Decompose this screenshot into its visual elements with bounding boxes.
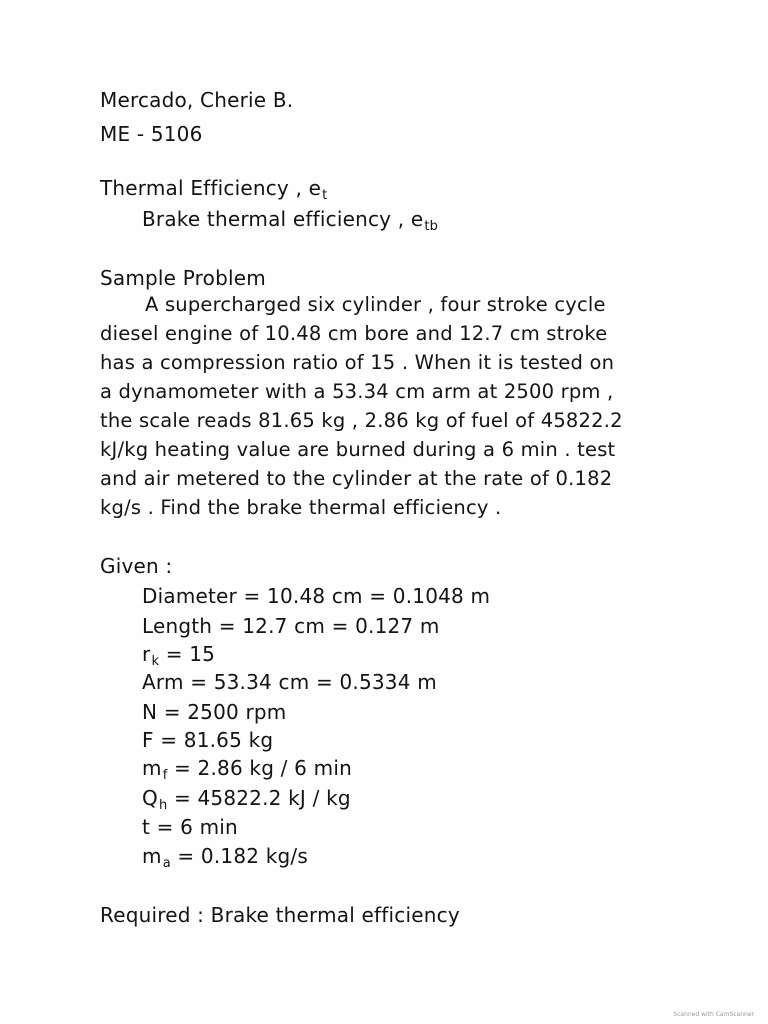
mf-symbol: m [142,756,162,780]
given-arm: Arm = 53.34 cm = 0.5334 m [142,670,437,694]
given-heading: Given : [100,554,173,578]
topic-subtitle-subscript: tb [424,219,439,234]
ma-value: = 0.182 kg/s [170,844,308,868]
course-code: ME - 5106 [100,122,203,146]
problem-line: has a compression ratio of 15 . When it is tested on [100,351,615,374]
rk-subscript: k [151,654,160,669]
ma-subscript: a [162,856,171,871]
given-air-mass [142,844,308,871]
ma-symbol: m [142,844,162,868]
problem-heading: Sample Problem [100,266,266,290]
rk-value: = 15 [159,642,216,666]
given-fuel-mass [142,756,352,783]
topic-title [100,176,328,203]
given-heating-value [142,786,351,813]
qh-subscript: h [158,798,168,813]
qh-value: = 45822.2 kJ / kg [167,786,351,810]
problem-line: kg/s . Find the brake thermal efficiency . [100,496,502,519]
problem-line: diesel engine of 10.48 cm bore and 12.7 cm stroke [100,322,608,345]
mf-subscript: f [162,768,168,783]
rk-symbol: r [142,642,151,666]
given-diameter: Diameter = 10.48 cm = 0.1048 m [142,584,491,608]
given-speed: N = 2500 rpm [142,700,287,724]
topic-title-subscript: t [322,188,328,203]
problem-line: the scale reads 81.65 kg , 2.86 kg of fuel of 45822.2 [100,409,623,432]
student-name: Mercado, Cherie B. [100,88,294,112]
problem-line: A supercharged six cylinder , four stroke cycle [145,293,606,316]
problem-line: kJ/kg heating value are burned during a 6 min . test [100,438,616,461]
problem-line: and air metered to the cylinder at the rate of 0.182 [100,467,613,490]
required-statement: Required : Brake thermal efficiency [100,903,460,927]
scanner-watermark: Scanned with CamScanner [673,1011,754,1018]
given-force: F = 81.65 kg [142,728,274,752]
topic-subtitle-text: Brake thermal efficiency , e [142,207,424,231]
given-time: t = 6 min [142,815,238,839]
qh-symbol: Q [142,786,158,810]
topic-title-text: Thermal Efficiency , e [100,176,322,200]
given-length: Length = 12.7 cm = 0.127 m [142,614,440,638]
topic-subtitle [142,207,439,234]
mf-value: = 2.86 kg / 6 min [167,756,352,780]
given-compression-ratio [142,642,216,669]
problem-line: a dynamometer with a 53.34 cm arm at 2500 rpm , [100,380,614,403]
